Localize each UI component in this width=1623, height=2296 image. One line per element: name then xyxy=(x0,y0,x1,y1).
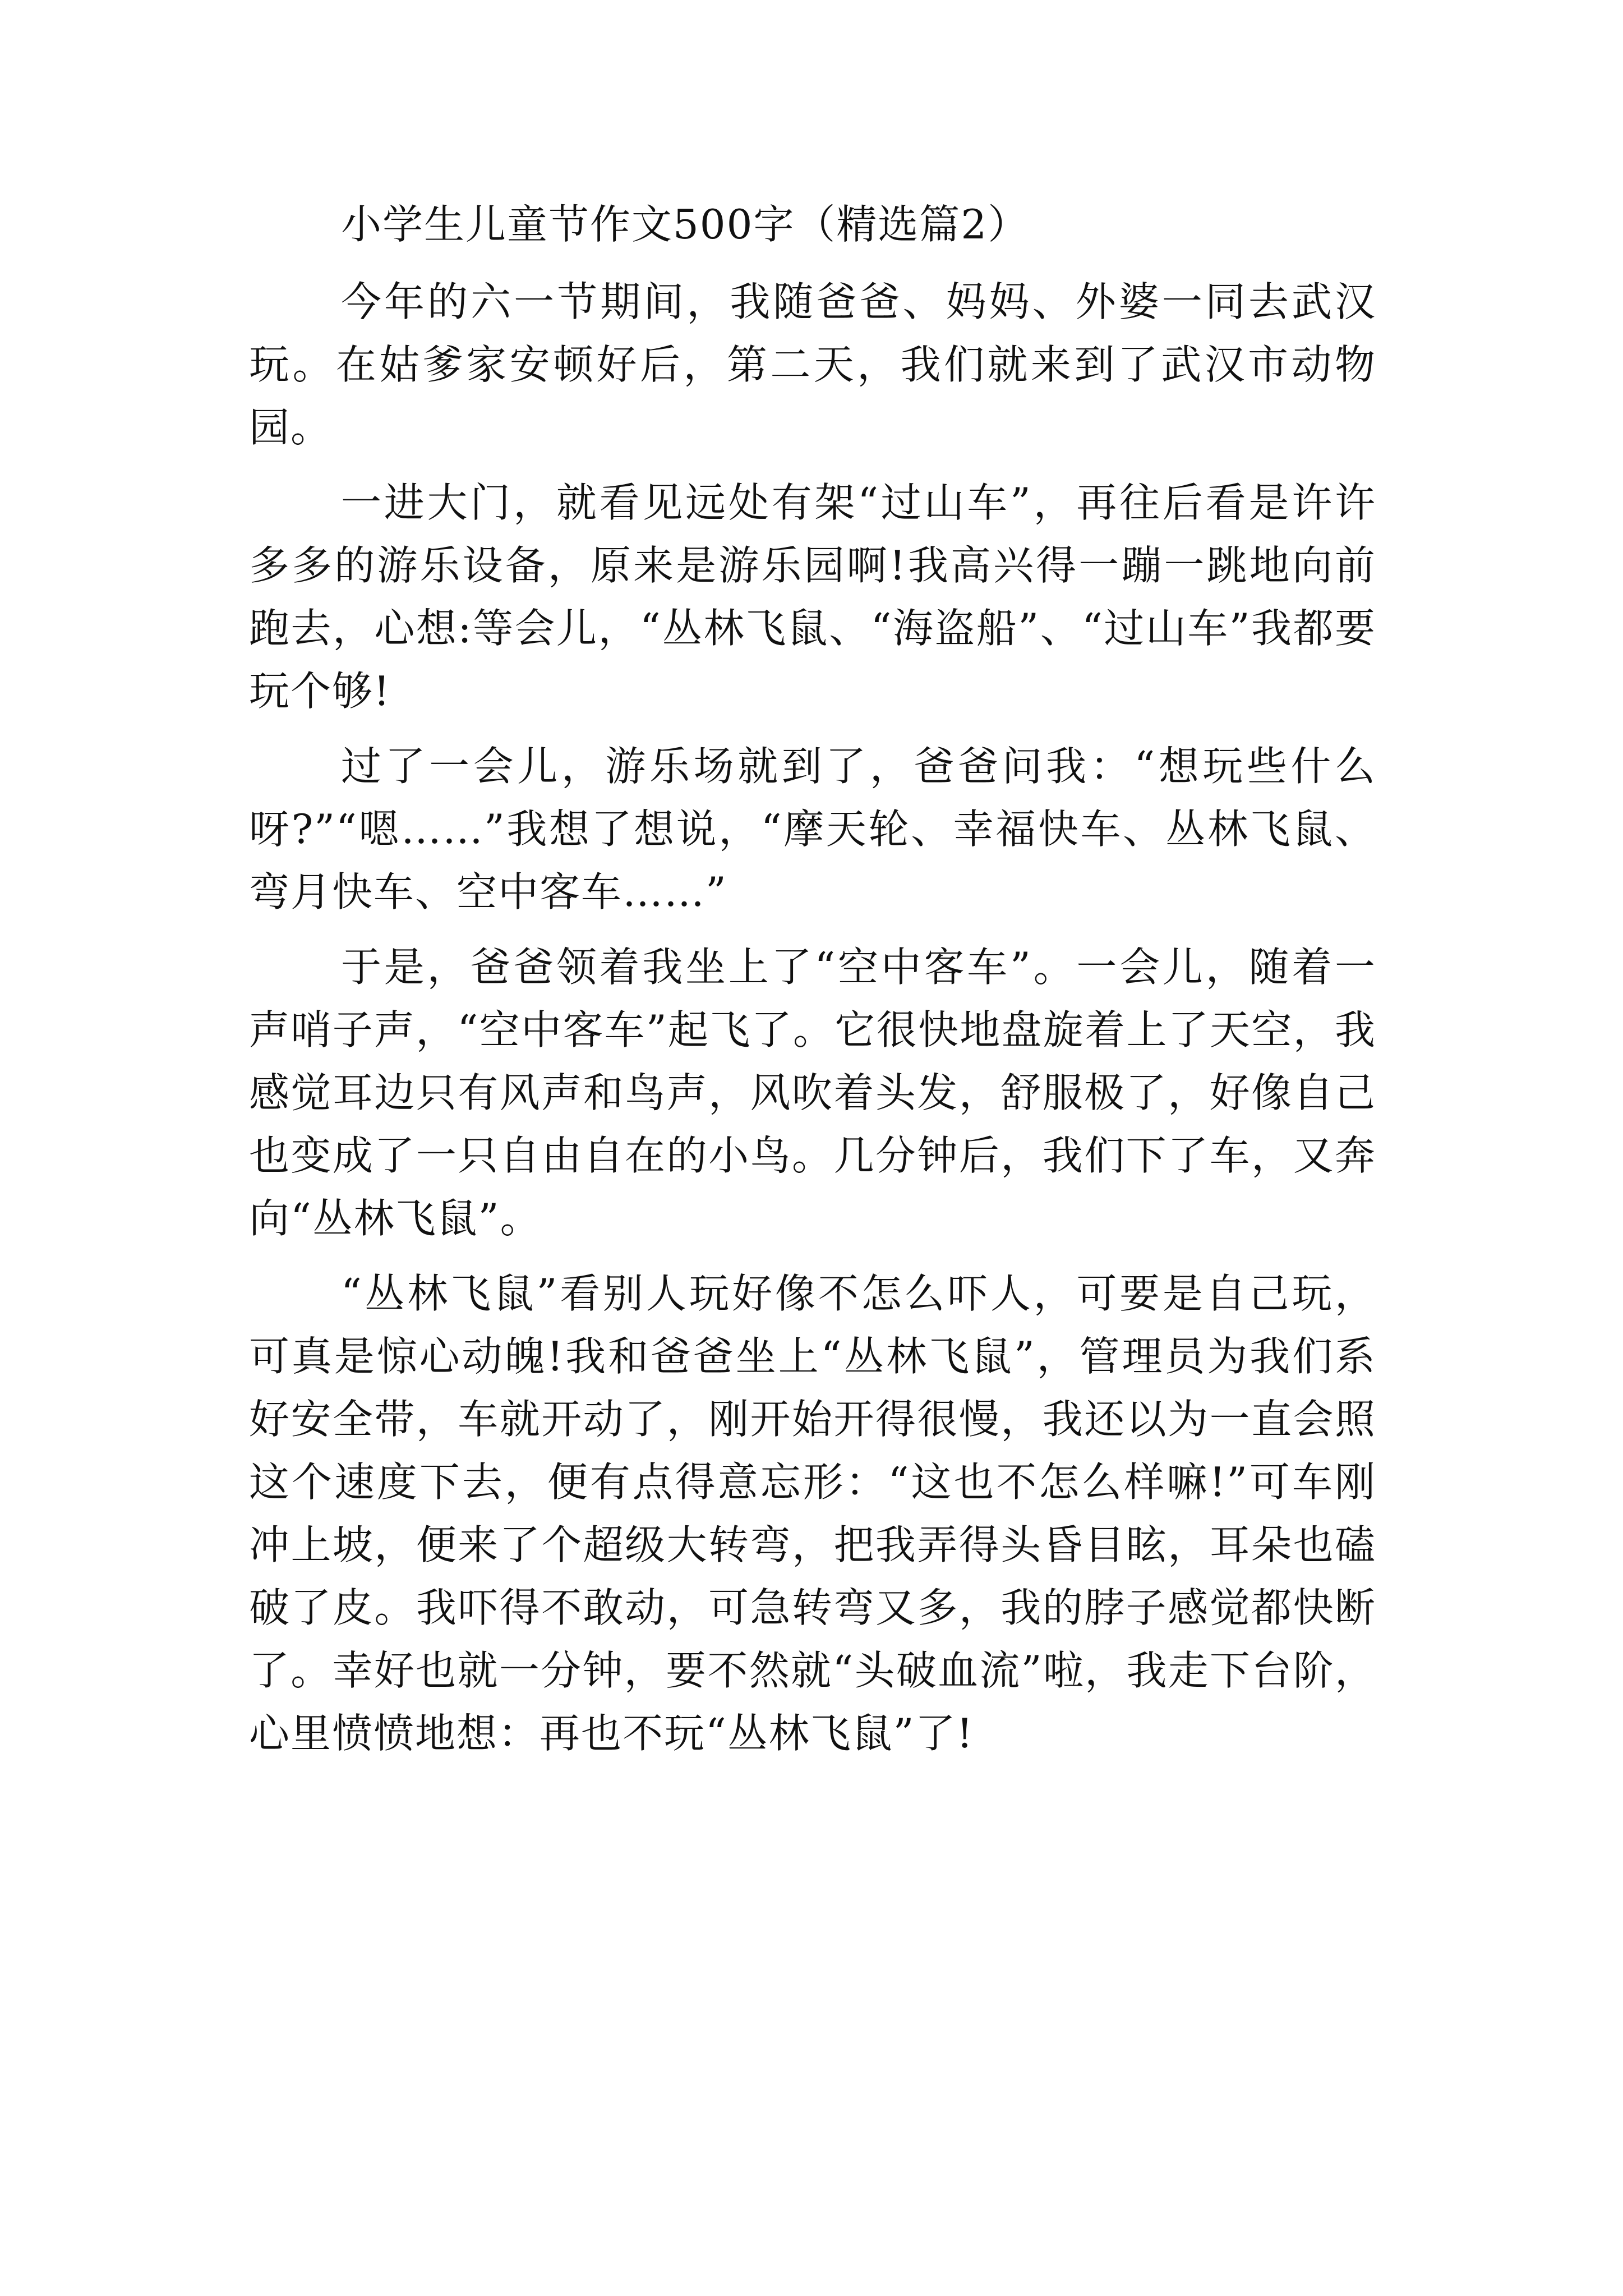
paragraph-2: 一进大门，就看见远处有架“过山车”，再往后看是许许多多的游乐设备，原来是游乐园啊!我高兴得一蹦一跳地向前跑去，心想:等会儿，“丛林飞鼠、“海盗船”、“过山车”我都要玩个够! xyxy=(249,479,1376,715)
paragraph-3: 过了一会儿，游乐场就到了，爸爸问我：“想玩些什么呀?”“嗯……”我想了想说，“摩天轮、幸福快车、丛林飞鼠、弯月快车、空中客车……” xyxy=(249,743,1376,915)
paragraph-5: “丛林飞鼠”看别人玩好像不怎么吓人，可要是自己玩，可真是惊心动魄!我和爸爸坐上“丛林飞鼠”，管理员为我们系好安全带，车就开动了，刚开始开得很慢，我还以为一直会照这个速度下去，便有点得意忘形：“这也不怎么样嘛!”可车刚冲上坡，便来了个超级大转弯，把我弄得头昏目眩，耳朵也磕破了皮。我吓得不敢动，可急转弯又多，我的脖子感觉都快断了。幸好也就一分钟，要不然就“头破血流”啦，我走下台阶，心里愤愤地想：再也不玩“丛林飞鼠”了! xyxy=(249,1270,1376,1757)
paragraph-4: 于是，爸爸领着我坐上了“空中客车”。一会儿，随着一声哨子声，“空中客车”起飞了。它很快地盘旋着上了天空，我感觉耳边只有风声和鸟声，风吹着头发，舒服极了，好像自己也变成了一只自由自在的小鸟。几分钟后，我们下了车，又奔向“丛林飞鼠”。 xyxy=(249,944,1376,1242)
paragraph-1: 今年的六一节期间，我随爸爸、妈妈、外婆一同去武汉玩。在姑爹家安顿好后，第二天，我们就来到了武汉市动物园。 xyxy=(249,278,1376,451)
essay-title: 小学生儿童节作文500字（精选篇2） xyxy=(341,201,1030,248)
essay-body xyxy=(249,193,1376,1777)
